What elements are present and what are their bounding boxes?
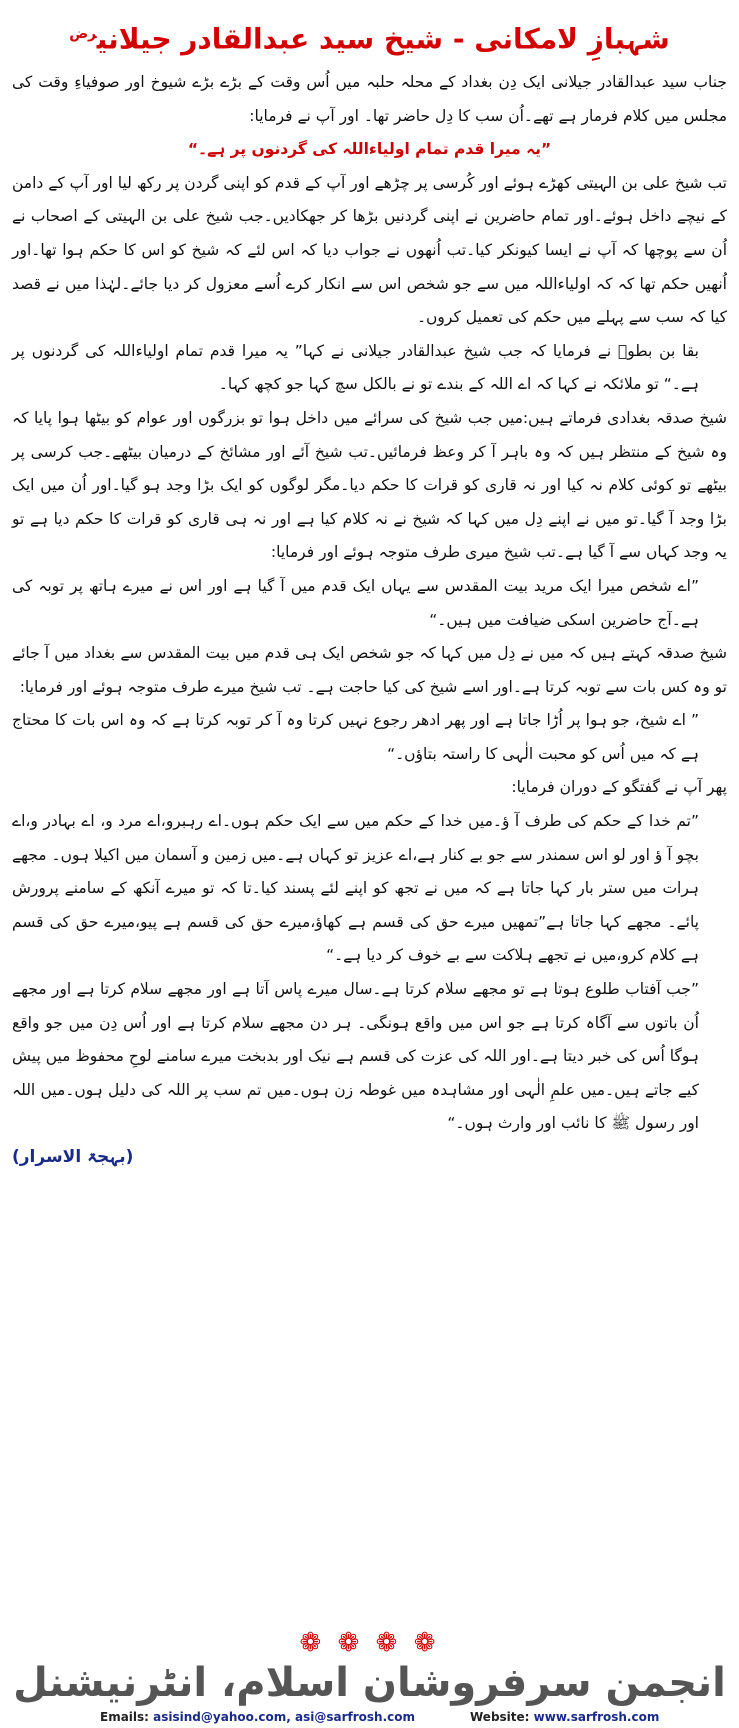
website-label: Website: <box>470 1710 530 1724</box>
article-body <box>12 66 727 1175</box>
paragraph-baqa: بقا بن بطوؒ نے فرمایا کہ جب شیخ عبدالقادر جیلانی نے کہا” یہ میرا قدم تمام اولیاءاللہ کی گردنوں پر ہے۔“ تو ملائکہ نے کہا کہ اے اللہ کے بندے تو نے بالکل سچ کہا جو کچھ کہا۔ <box>12 341 699 394</box>
paragraph-intro: جناب سید عبدالقادر جیلانی ایک دِن بغداد کے محلہ حلبہ میں اُس وقت کے بڑے بڑے شیوخ اور صوفیاءِ وقت کی مجلس میں کلام فرمار ہے تھے۔اُن سب کا دِل حاضر تھا۔ اور آپ نے فرمایا: <box>12 73 727 125</box>
website-block <box>470 1708 659 1726</box>
flower-ornament-icon: ❁ <box>299 1628 326 1658</box>
title-text: شہبازِ لامکانی - شیخ سید عبدالقادر جیلانی <box>96 22 670 56</box>
paragraph-sadaqa-thought: شیخ صدقہ کہتے ہیں کہ میں نے دِل میں کہا کہ جو شخص ایک ہی قدم میں بیت المقدس سے بغداد میں آ جائے تو وہ کس بات سے توبہ کرتا ہے۔اور اسے شیخ کی کیا حاجت ہے۔ تب شیخ میرے طرف متوجہ ہوئے اور فرمایا: <box>12 644 727 696</box>
quote-flying-one: ” اے شیخ، جو ہوا پر اُڑا جاتا ہے اور پھر ادھر رجوع نہیں کرتا وہ آ کر توبہ کرتا ہے کہ وہ اس بات کا محتاج ہے کہ میں اُس کو محبت الٰہی کا راستہ بتاؤں۔“ <box>12 711 699 763</box>
page-title <box>0 12 739 61</box>
ornament-row <box>0 1628 739 1658</box>
emails-label: Emails: <box>100 1710 149 1724</box>
title-honorific: رض <box>69 26 97 42</box>
quote-sun-greets: ”جب آفتاب طلوع ہوتا ہے تو مجھے سلام کرتا ہے۔سال میرے پاس آتا ہے اور مجھے سلام کرتا ہے اور مجھے اُن باتوں سے آگاہ کرتا ہے جو اس میں واقع ہونگی۔ ہر دن مجھے سلام کرتا ہے اور اُس دِن میں جو واقع ہوگا اُس کی خبر دیتا ہے۔اور اللہ کی عزت کی قسم ہے نیک اور بدبخت میرے سامنے لوحِ محفوظ میں پیش کیے جاتے ہیں۔میں علمِ الٰہی اور مشاہدہ میں غوطہ زن ہوں۔میں تم سب پر اللہ کی دلیل ہوں۔میں اللہ اور رسول ﷺ کا نائب اور وارث ہوں۔“ <box>12 980 699 1133</box>
paragraph-ali-hiti: تب شیخ علی بن الہیتی کھڑے ہوئے اور کُرسی پر چڑھے اور آپ کے قدم کو اپنی گردن پر رکھ لیا اور آپ کے دامن کے نیچے داخل ہوئے۔اور تمام حاضرین نے اپنی گردنیں بڑھا کر جھکادیں۔جب شیخ علی بن الہیتی کے اصحاب نے اُن سے پوچھا کہ آپ نے ایسا کیونکر کیا۔تب اُنھوں نے جواب دیا کہ اس لئے کہ شیخ کو اس کا حکم ہوا تھا۔اور اُنھیں حکم تھا کہ کہ اولیاءاللہ میں سے جو شخص اس سے انکار کرے اُسے معزول کر دیا جائے۔لہٰذا میں نے قصد کیا کہ سب سے پہلے میں حکم کی تعمیل کروں۔ <box>12 173 727 327</box>
flower-ornament-icon: ❁ <box>375 1628 402 1658</box>
quote-command-of-god: ”تم خدا کے حکم کی طرف آ ؤ۔میں خدا کے حکم میں سے ایک حکم ہوں۔اے رہبرو،اے مرد و، اے بہادر و،اے بچو آ ؤ اور لو اس سمندر سے جو بے کنار ہے،اے عزیز تو کہاں ہے۔میں زمین و آسمان میں اکیلا ہوں۔ مجھے ہرات میں ستر بار کہا جاتا ہے کہ میں نے تجھ کو اپنے لئے پسند کیا۔تا کہ تو میرے آنکھ کے سامنے پرورش پائے۔ مجھے کہا جاتا ہے”تمھیں میرے حق کی قسم ہے کھاؤ،میرے حق کی قسم ہے پیو،میرے حق کی قسم ہے کلام کرو،میں نے تجھے ہلاکت سے بے خوف کر دیا ہے۔“ <box>12 812 699 965</box>
organization-name: انجمن سرفروشان اسلام، انٹرنیشنل <box>13 1660 726 1706</box>
paragraph-sadaqa: شیخ صدقہ بغدادی فرماتے ہیں:میں جب شیخ کی سرائے میں داخل ہوا تو بزرگوں اور عوام کو بیٹھا ہوا پایا کہ وہ شیخ کے منتظر ہیں کہ وہ باہر آ کر وعظ فرمائیں۔تب شیخ آئے اور مشائخ کے درمیان بیٹھے۔جب کرسی پر بیٹھے تو کوئی کلام نہ کیا اور نہ قاری کو قرات کا حکم دیا۔مگر لوگوں کو ایک بڑا وجد ہو گیا۔اور اُن میں ایک بڑا وجد آ گیا۔تو میں نے اپنے دِل میں کہا کہ شیخ نے نہ کلام کیا ہے اور نہ ہی قاری کو قرات کا حکم دیا ہے تو یہ وجد کہاں سے آ گیا ہے۔تب شیخ میری طرف متوجہ ہوئے اور فرمایا: <box>12 408 727 562</box>
source-citation: (بہجۃ الاسرار) <box>12 1147 134 1167</box>
emails-block <box>100 1708 415 1726</box>
quote-foot-on-necks: ”یہ میرا قدم تمام اولیاءاللہ کی گردنوں پر ہے۔“ <box>187 140 552 159</box>
contact-footer <box>0 1708 739 1726</box>
flower-ornament-icon: ❁ <box>413 1628 440 1658</box>
flower-ornament-icon: ❁ <box>337 1628 364 1658</box>
website-link[interactable]: www.sarfrosh.com <box>533 1710 660 1724</box>
email-links[interactable]: asisind@yahoo.com, asi@sarfrosh.com <box>153 1710 416 1724</box>
quote-murid-jerusalem: ”اے شخص میرا ایک مرید بیت المقدس سے یہاں ایک قدم میں آ گیا ہے اور اس نے میرے ہاتھ پر توبہ کی ہے۔آج حاضرین اسکی ضیافت میں ہیں۔“ <box>12 576 699 629</box>
paragraph-during-talk: پھر آپ نے گفتگو کے دوران فرمایا: <box>511 778 727 797</box>
